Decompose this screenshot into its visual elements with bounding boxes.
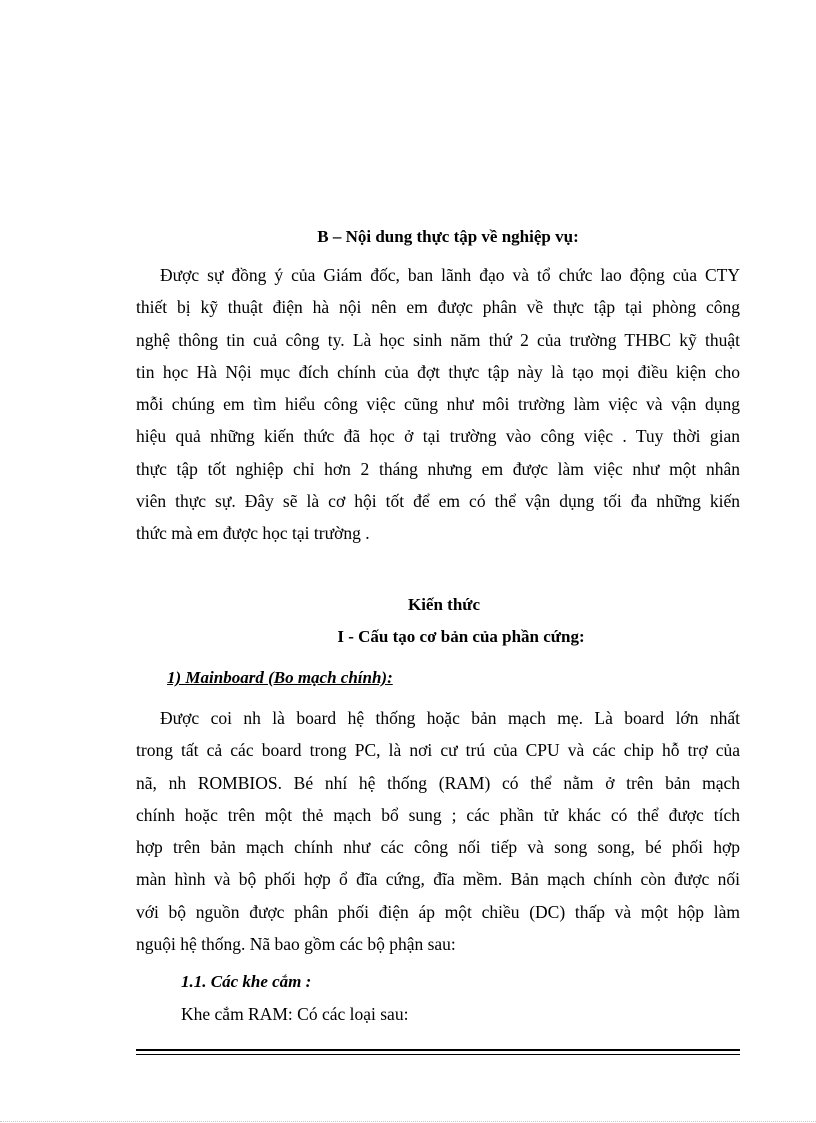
page-bottom-dotted-edge <box>0 1121 816 1122</box>
intro-line: thiết bị kỹ thuật điện hà nội nên em được phân về thực tập tại phòng công <box>136 297 740 318</box>
intro-line: viên thực sự. Đây sẽ là cơ hội tốt để em có thể vận dụng tối đa những kiến <box>136 491 740 512</box>
mainboard-line: nã, nh ROMBIOS. Bé nhí hệ thống (RAM) có thể nằm ở trên bản mạch <box>136 772 740 793</box>
footer-double-rule <box>136 1049 740 1055</box>
mainboard-line: nguội hệ thống. Nã bao gồm các bộ phận sau: <box>136 934 456 955</box>
section-title: Kiến thức <box>407 595 481 614</box>
intro-line: tin học Hà Nội mục đích chính của đợt thực tập này là tạo mọi điều kiện cho <box>136 361 740 382</box>
slots-heading: 1.1. Các khe cắm : <box>181 972 312 991</box>
intro-line: Được sự đồng ý của Giám đốc, ban lãnh đạo và tổ chức lao động của CTY <box>160 265 740 285</box>
mainboard-line: Được coi nh là board hệ thống hoặc bản mạch mẹ. Là board lớn nhất <box>160 708 740 728</box>
mainboard-line: màn hình và bộ phối hợp ổ đĩa cứng, đĩa mềm. Bản mạch chính còn được nối <box>136 869 740 890</box>
ram-slot-line: Khe cắm RAM: Có các loại sau: <box>181 1004 409 1024</box>
mainboard-line: với bộ nguồn được phân phối điện áp một chiều (DC) thấp và một hộp làm <box>136 901 740 922</box>
mainboard-heading: 1) Mainboard (Bo mạch chính): <box>167 668 393 687</box>
intro-line: thức mà em được học tại trường . <box>136 523 370 544</box>
mainboard-paragraph <box>136 702 740 960</box>
section-heading-b: B – Nội dung thực tập về nghiệp vụ: <box>317 227 579 246</box>
mainboard-line: trong tất cả các board trong PC, là nơi cư trú của CPU và các chip hỗ trợ của <box>136 740 740 761</box>
intro-line: thực tập tốt nghiệp chỉ hơn 2 tháng nhưng em được làm việc như một nhân <box>136 458 740 479</box>
intro-line: mỗi chúng em tìm hiểu công việc cũng như môi trường làm việc và vận dụng <box>136 394 740 415</box>
mainboard-line: chính hoặc trên một thẻ mạch bổ sung ; các phần tử khác có thể được tích <box>136 804 740 825</box>
mainboard-line: hợp trên bản mạch chính như các công nối tiếp và song song, bé phối hợp <box>136 837 740 858</box>
intro-paragraph <box>136 259 740 550</box>
intro-line: nghệ thông tin cuả công ty. Là học sinh năm thứ 2 của trường THBC kỹ thuật <box>136 329 740 350</box>
intro-line: hiệu quả những kiến thức đã học ở tại trường vào công việc . Tuy thời gian <box>136 426 740 447</box>
section-subtitle: I - Cấu tạo cơ bản của phần cứng: <box>337 627 585 646</box>
